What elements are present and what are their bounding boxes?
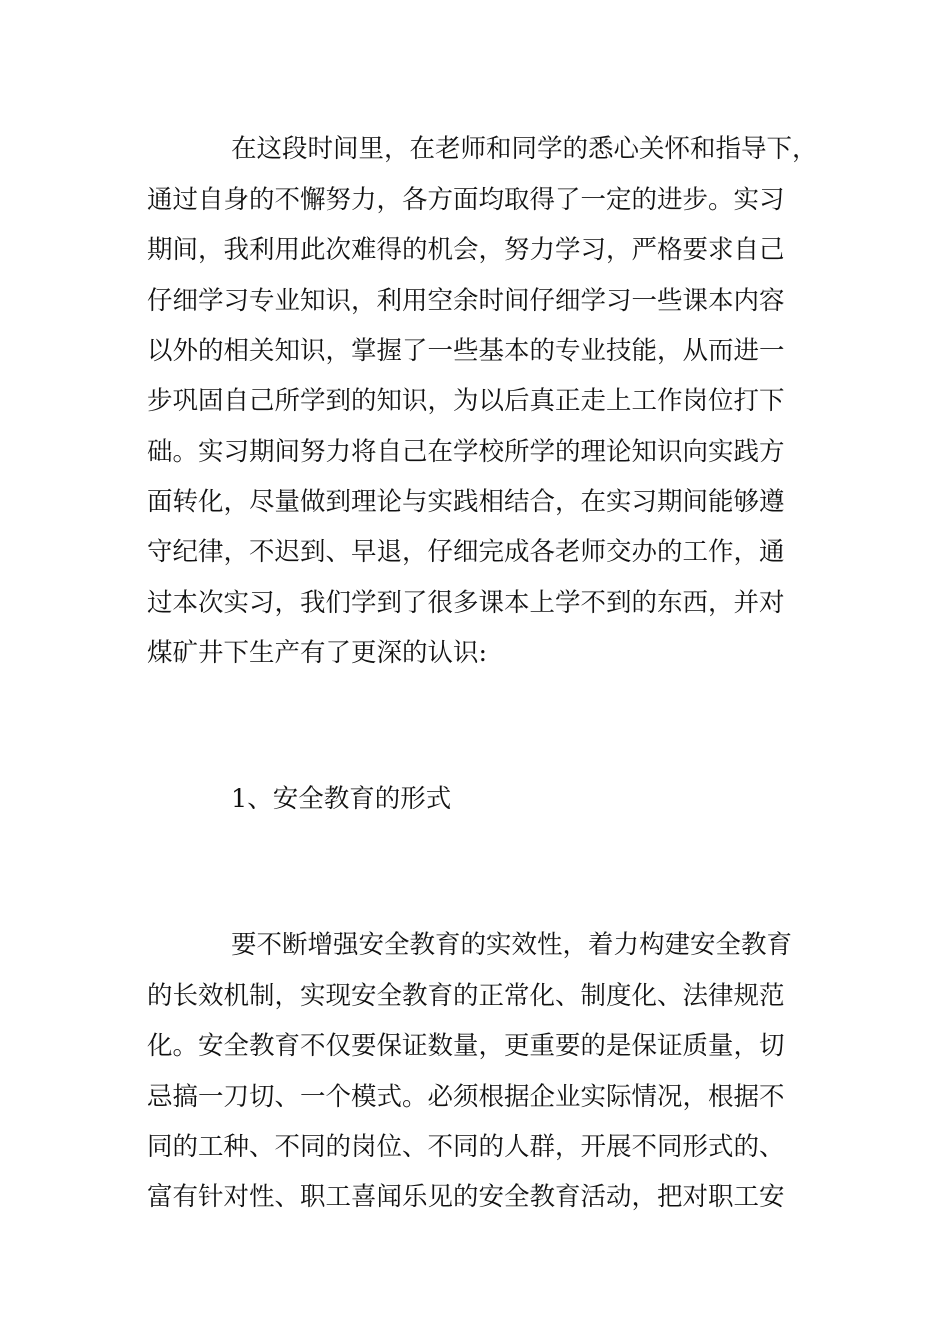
paragraph-line: 面转化，尽量做到理论与实践相结合，在实习期间能够遵 <box>147 487 785 517</box>
paragraph-line: 的长效机制，实现安全教育的正常化、制度化、法律规范 <box>147 981 785 1011</box>
paragraph-line: 要不断增强安全教育的实效性，着力构建安全教育 <box>231 930 793 960</box>
paragraph-line: 础。实习期间努力将自己在学校所学的理论知识向实践方 <box>147 437 785 467</box>
paragraph-line: 仔细学习专业知识，利用空余时间仔细学习一些课本内容 <box>147 286 785 316</box>
paragraph-line: 化。安全教育不仅要保证数量，更重要的是保证质量，切 <box>147 1031 785 1061</box>
paragraph-line: 煤矿井下生产有了更深的认识: <box>147 638 488 668</box>
paragraph-line: 以外的相关知识，掌握了一些基本的专业技能，从而进一 <box>147 336 785 366</box>
paragraph-line: 忌搞一刀切、一个模式。必须根据企业实际情况，根据不 <box>147 1082 785 1112</box>
paragraph-line: 期间，我利用此次难得的机会，努力学习，严格要求自己 <box>147 235 785 265</box>
paragraph-line: 过本次实习，我们学到了很多课本上学不到的东西，并对 <box>147 588 785 618</box>
paragraph-line: 同的工种、不同的岗位、不同的人群，开展不同形式的、 <box>147 1132 785 1162</box>
paragraph-line: 富有针对性、职工喜闻乐见的安全教育活动，把对职工安 <box>147 1182 785 1212</box>
paragraph-line: 在这段时间里，在老师和同学的悉心关怀和指导下， <box>231 134 818 164</box>
paragraph-line: 通过自身的不懈努力，各方面均取得了一定的进步。实习 <box>147 185 785 215</box>
section-heading: 1、安全教育的形式 <box>231 784 452 814</box>
paragraph-line: 步巩固自己所学到的知识，为以后真正走上工作岗位打下 <box>147 386 785 416</box>
paragraph-line: 守纪律，不迟到、早退，仔细完成各老师交办的工作，通 <box>147 537 785 567</box>
